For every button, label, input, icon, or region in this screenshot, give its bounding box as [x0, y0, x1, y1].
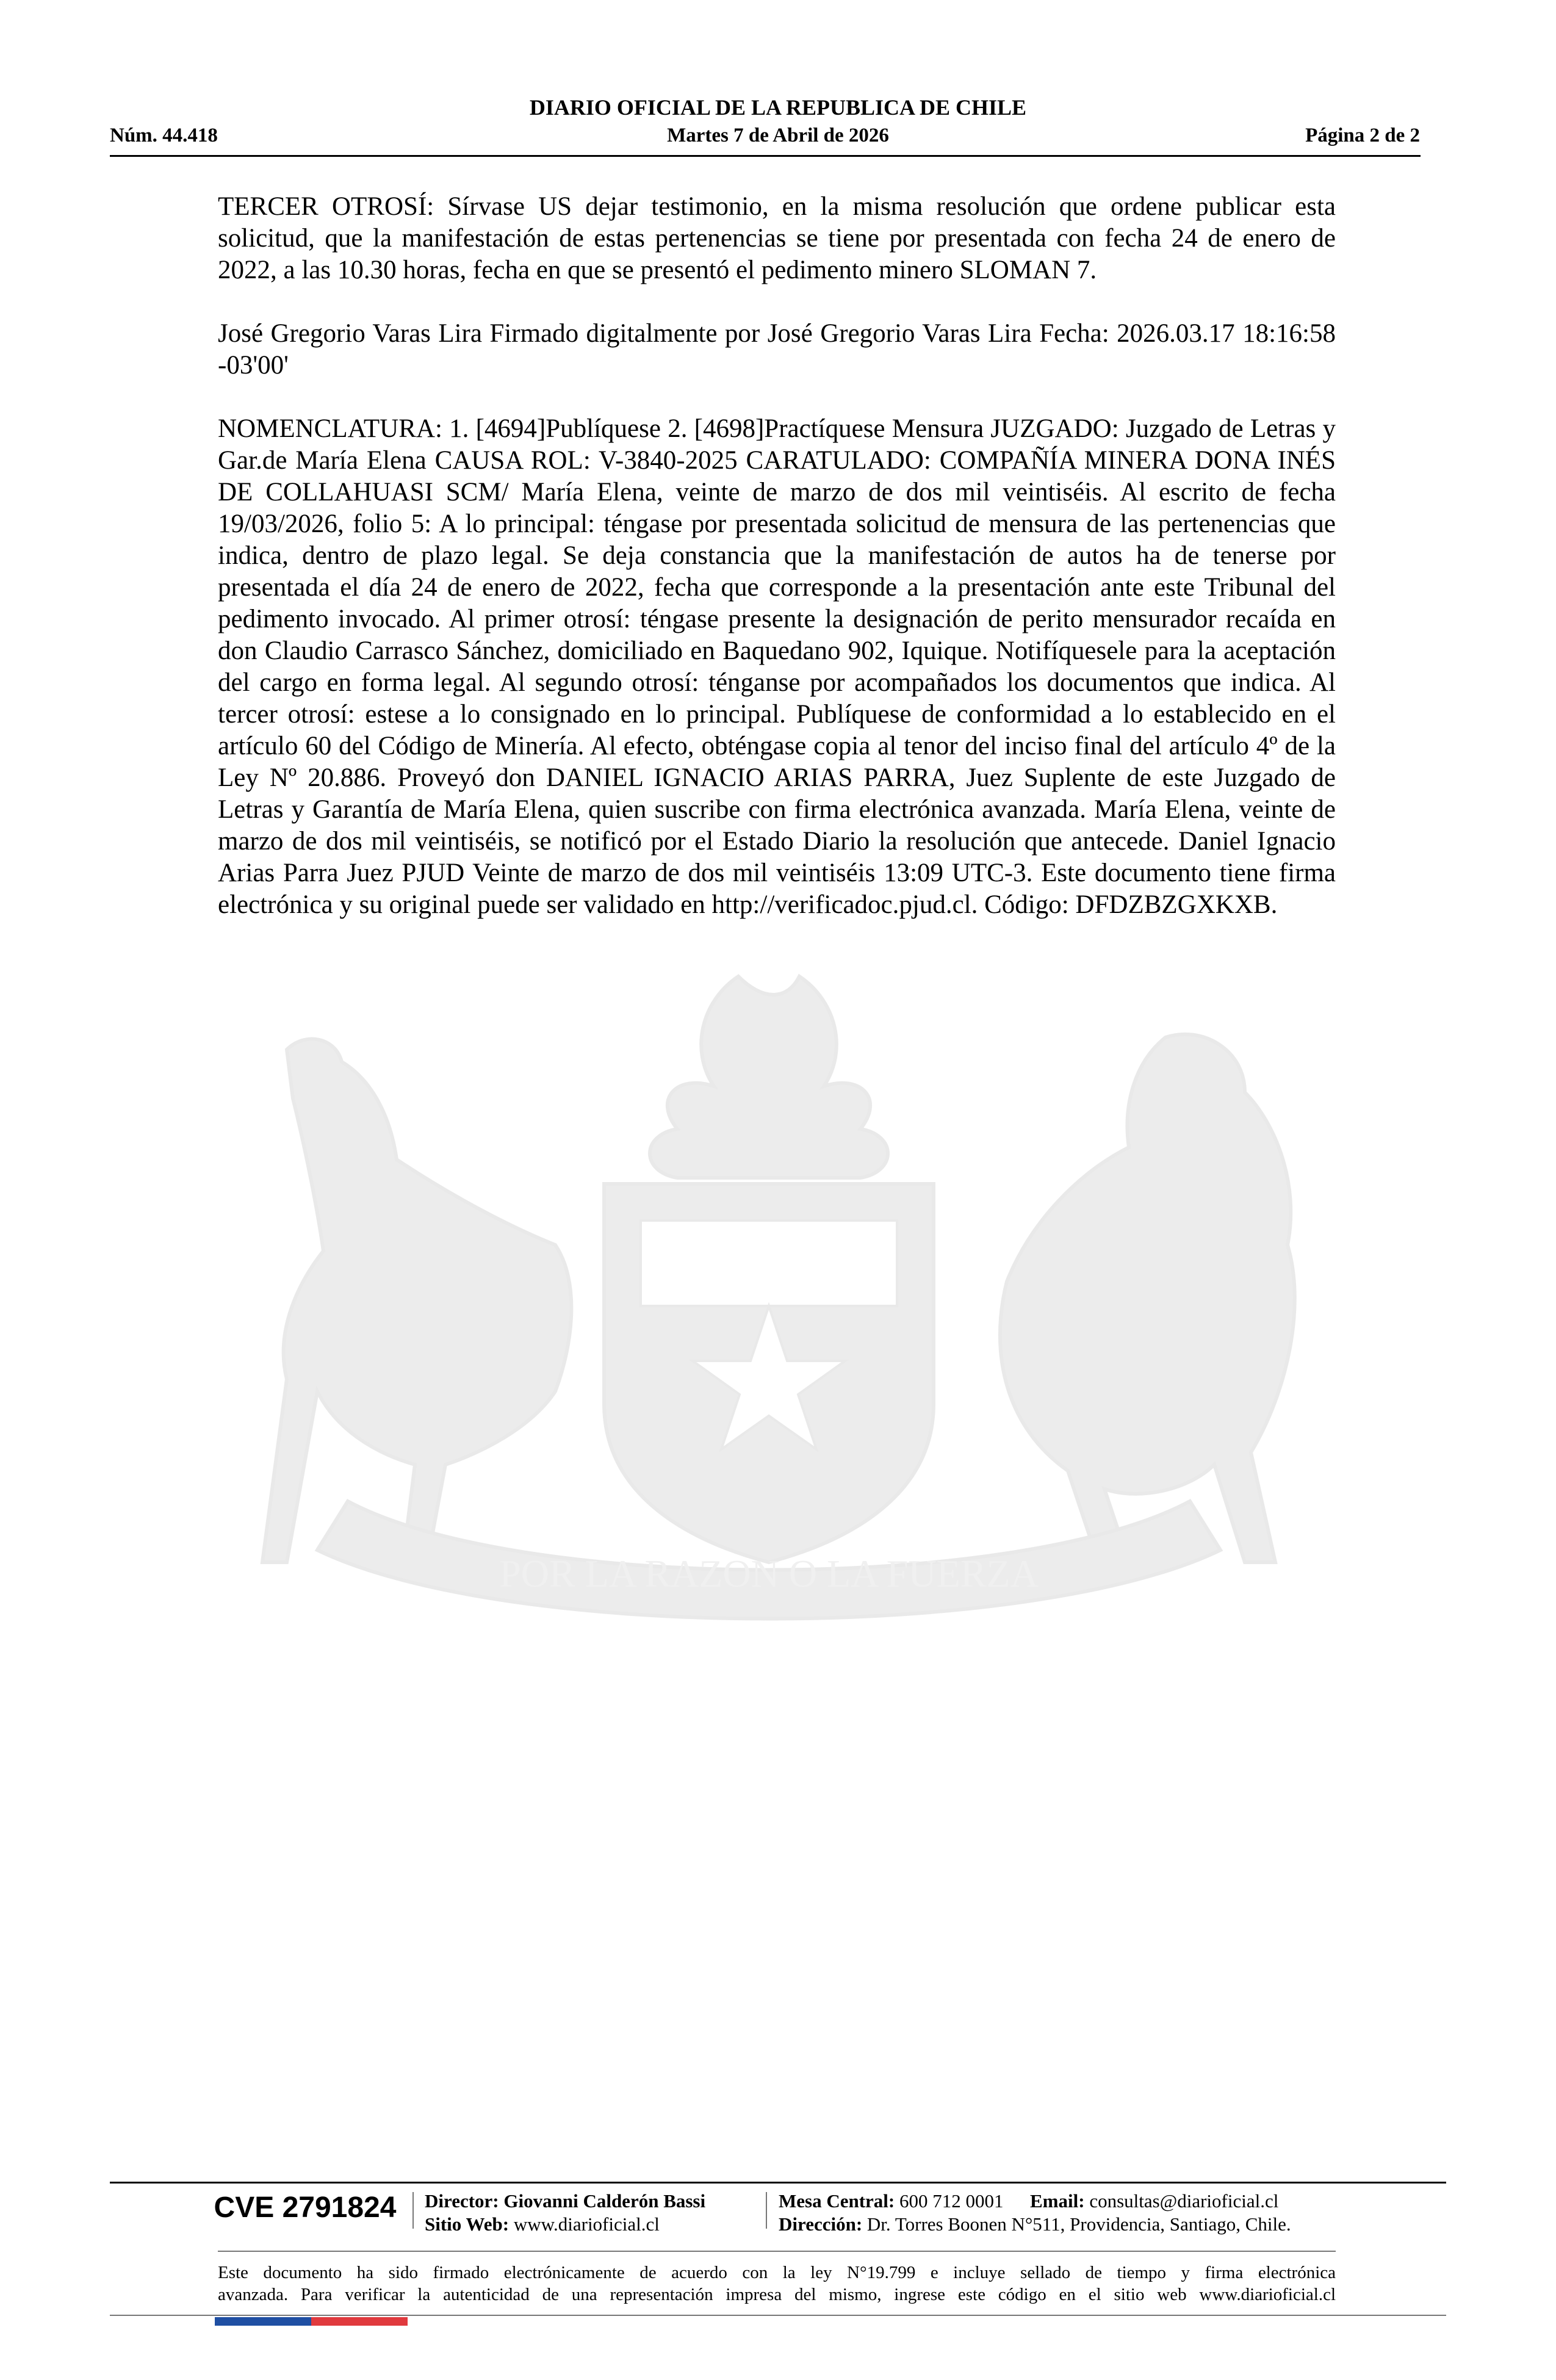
contact-line — [779, 2190, 1278, 2213]
website-line — [425, 2213, 660, 2236]
email-link[interactable]: consultas@diarioficial.cl — [1089, 2190, 1279, 2212]
phone-number: 600 712 0001 — [899, 2190, 1004, 2212]
coat-of-arms-motto: POR LA RAZON O LA FUERZA — [499, 1552, 1039, 1595]
legal-notice-line: avanzada. Para verificar la autenticidad de una representación impresa del mismo, ingrese este código en el sitio web www.diarioficial.cl — [218, 2285, 1336, 2304]
director-line — [425, 2190, 705, 2213]
flag-stripe-red — [311, 2317, 408, 2326]
paragraph-tercer-otrosi: TERCER OTROSÍ: Sírvase US dejar testimonio, en la misma resolución que ordene publicar esta solicitud, que la manifestación de estas pertenencias se tiene por presentada con fecha 24 de enero de 2022, a las 10.30 horas, fecha en que se presentó el pedimento minero SLOMAN 7. — [218, 192, 1336, 284]
footer-mid-divider — [218, 2251, 1336, 2252]
legal-notice — [218, 2262, 1336, 2306]
footer-separator — [412, 2192, 414, 2229]
email-label: Email: — [1030, 2190, 1085, 2212]
cve-code: CVE 2791824 — [214, 2191, 397, 2224]
coat-of-arms-watermark — [214, 964, 1324, 1666]
director-name: Giovanni Calderón Bassi — [503, 2190, 706, 2212]
footer-bottom-divider — [110, 2315, 1446, 2316]
newspaper-title: DIARIO OFICIAL DE LA REPUBLICA DE CHILE — [529, 95, 1027, 120]
website-label: Sitio Web: — [425, 2213, 510, 2235]
paragraph-digital-signature: José Gregorio Varas Lira Firmado digitalmente por José Gregorio Varas Lira Fecha: 2026.03.17 18:16:58 -03'00' — [218, 319, 1336, 380]
issue-date: Martes 7 de Abril de 2026 — [667, 124, 889, 146]
legal-notice-line: Este documento ha sido firmado electrónicamente de acuerdo con la ley N°19.799 e incluye sellado de tiempo y firma electrónica — [218, 2263, 1336, 2282]
flag-stripe-blue — [215, 2317, 311, 2326]
paragraph-nomenclatura: NOMENCLATURA: 1. [4694]Publíquese 2. [4698]Practíquese Mensura JUZGADO: Juzgado de Letras y Gar.de María Elena CAUSA ROL: V-3840-2025 CARATULADO: COMPAÑÍA MINERA DONA INÉS DE COLLAHUASI SCM/ María Elena, veinte de marzo de dos mil veintiséis. Al escrito de fecha 19/03/2026, folio 5: A lo principal: téngase por presentada solicitud de mensura de las pertenencias que indica, dentro de plazo legal. Se deja constancia que la manifestación de autos ha de tenerse por presentada el día 24 de enero de 2022, fecha que corresponde a la presentación ante este Tribunal del pedimento invocado. Al primer otrosí: téngase presente la designación de perito mensurador recaída en don Claudio Carrasco Sánchez, domiciliado en Baquedano 902, Iquique. Notifíquesele para la aceptación del cargo en forma legal. Al segundo otrosí: ténganse por acompañados los documentos que indica. Al tercer otrosí: estese a lo consignado en lo principal. Publíquese de conformidad a lo establecido en el artículo 60 del Código de Minería. Al efecto, obténgase copia al tenor del inciso final del artículo 4º de la Ley Nº 20.886. Proveyó don DANIEL IGNACIO ARIAS PARRA, Juez Suplente de este Juzgado de Letras y Garantía de María Elena, quien suscribe con firma electrónica avanzada. María Elena, veinte de marzo de dos mil veintiséis, se notificó por el Estado Diario la resolución que antecede. Daniel Ignacio Arias Parra Juez PJUD Veinte de marzo de dos mil veintiséis 13:09 UTC-3. Este documento tiene firma electrónica y su original puede ser validado en http://verificadoc.pjud.cl. Código: DFDZBZGXKXB. — [218, 414, 1336, 919]
address-line — [779, 2213, 1291, 2236]
address-value: Dr. Torres Boonen N°511, Providencia, Santiago, Chile. — [866, 2213, 1291, 2235]
footer-separator — [766, 2192, 767, 2229]
header-divider — [110, 155, 1421, 157]
website-link[interactable]: www.diarioficial.cl — [513, 2213, 660, 2235]
document-body — [218, 191, 1336, 953]
footer-top-divider — [110, 2182, 1446, 2183]
issue-number: Núm. 44.418 — [110, 124, 218, 146]
director-label: Director: — [425, 2190, 499, 2212]
phone-label: Mesa Central: — [779, 2190, 895, 2212]
page-indicator: Página 2 de 2 — [1305, 124, 1420, 146]
address-label: Dirección: — [779, 2213, 863, 2235]
